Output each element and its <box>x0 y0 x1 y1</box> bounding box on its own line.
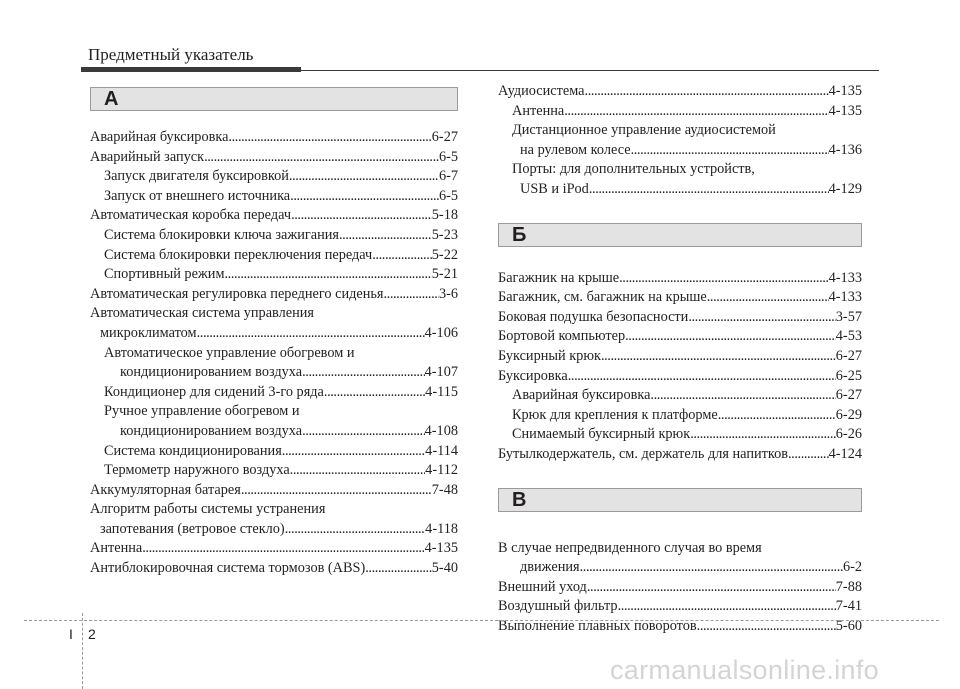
index-list-b <box>498 269 862 465</box>
index-entry: Багажник, см. багажник на крыше ..... 4-133 <box>498 288 862 308</box>
index-entry: Внешний уход ..... 7-88 <box>498 578 862 598</box>
page-title: Предметный указатель <box>88 45 254 64</box>
index-subentry-continuation: кондиционированием воздуха ..... 4-107 <box>90 363 458 383</box>
index-entry-continuation: микроклиматом ..... 4-106 <box>90 324 458 344</box>
index-entry: Аудиосистема ..... 4-135 <box>498 82 862 102</box>
index-subentry: Крюк для крепления к платформе ..... 6-29 <box>498 406 862 426</box>
index-subentry: Система блокировки переключения передач ..... 5-22 <box>90 246 458 266</box>
title-rule-thick <box>81 67 301 72</box>
index-subentry: Ручное управление обогревом и <box>104 403 300 420</box>
section-letter-b: Б <box>512 223 527 246</box>
section-header-b <box>498 223 862 247</box>
index-subentry: Автоматическое управление обогревом и <box>104 344 355 361</box>
index-entry: Алгоритм работы системы устранения <box>90 501 326 518</box>
watermark: carmanualsonline.info <box>610 655 879 685</box>
index-entry: Воздушный фильтр ..... 7-41 <box>498 597 862 617</box>
footer-divider <box>82 613 83 689</box>
index-entry: Аварийная буксировка ..... 6-27 <box>90 128 458 148</box>
left-column <box>90 87 458 579</box>
index-subentry: Запуск двигателя буксировкой ..... 6-7 <box>90 167 458 187</box>
index-subentry-continuation: кондиционированием воздуха ..... 4-108 <box>90 422 458 442</box>
index-subentry: Кондиционер для сидений 3-го ряда ..... 4-115 <box>90 383 458 403</box>
index-subentry: Система кондиционирования ..... 4-114 <box>90 442 458 462</box>
section-letter-a: А <box>104 88 119 110</box>
index-entry: Буксирный крюк ..... 6-27 <box>498 347 862 367</box>
index-entry-continuation: движения ..... 6-2 <box>498 558 862 578</box>
index-entry: Аварийный запуск ..... 6-5 <box>90 148 458 168</box>
footer-page-number: 2 <box>88 626 96 642</box>
index-subentry: Снимаемый буксирный крюк ..... 6-26 <box>498 425 862 445</box>
footer-section-number: I <box>69 626 73 642</box>
index-entry: Автоматическая система управления <box>90 305 314 322</box>
index-entry: Бутылкодержатель, см. держатель для напитков ..... 4-124 <box>498 445 862 465</box>
index-subentry-continuation: USB и iPod ..... 4-129 <box>498 180 862 200</box>
index-subentry: Система блокировки ключа зажигания ..... 5-23 <box>90 226 458 246</box>
index-entry: Автоматическая регулировка переднего сиденья ..... 3-6 <box>90 285 458 305</box>
index-list-v <box>498 539 862 637</box>
index-subentry: Аварийная буксировка ..... 6-27 <box>498 386 862 406</box>
index-entry: Антиблокировочная система тормозов (ABS) ..... 5-40 <box>90 559 458 579</box>
right-column <box>498 82 862 636</box>
index-entry: Буксировка ..... 6-25 <box>498 367 862 387</box>
index-list-a-continued <box>498 82 862 200</box>
index-entry: Антенна ..... 4-135 <box>90 539 458 559</box>
index-subentry: Спортивный режим ..... 5-21 <box>90 265 458 285</box>
section-header-v <box>498 488 862 512</box>
footer-rule <box>24 620 939 621</box>
title-rule-thin <box>301 70 879 71</box>
section-letter-v: В <box>512 488 527 511</box>
index-entry: Бортовой компьютер ..... 4-53 <box>498 327 862 347</box>
index-subentry-continuation: на рулевом колесе ..... 4-136 <box>498 141 862 161</box>
index-entry: Выполнение плавных поворотов ..... 5-60 <box>498 617 862 637</box>
section-header-a <box>90 87 458 111</box>
index-entry: В случае непредвиденного случая во время <box>498 539 762 556</box>
index-subentry: Запуск от внешнего источника ..... 6-5 <box>90 187 458 207</box>
index-subentry: Порты: для дополнительных устройств, <box>512 161 755 178</box>
index-entry: Аккумуляторная батарея ..... 7-48 <box>90 481 458 501</box>
index-subentry: Термометр наружного воздуха ..... 4-112 <box>90 461 458 481</box>
index-list-a <box>90 128 458 579</box>
index-entry: Багажник на крыше ..... 4-133 <box>498 269 862 289</box>
index-entry: Боковая подушка безопасности ..... 3-57 <box>498 308 862 328</box>
index-subentry: Дистанционное управление аудиосистемой <box>512 122 776 139</box>
index-entry: Автоматическая коробка передач ..... 5-18 <box>90 206 458 226</box>
index-entry-continuation: запотевания (ветровое стекло) ..... 4-118 <box>90 520 458 540</box>
index-subentry: Антенна ..... 4-135 <box>498 102 862 122</box>
